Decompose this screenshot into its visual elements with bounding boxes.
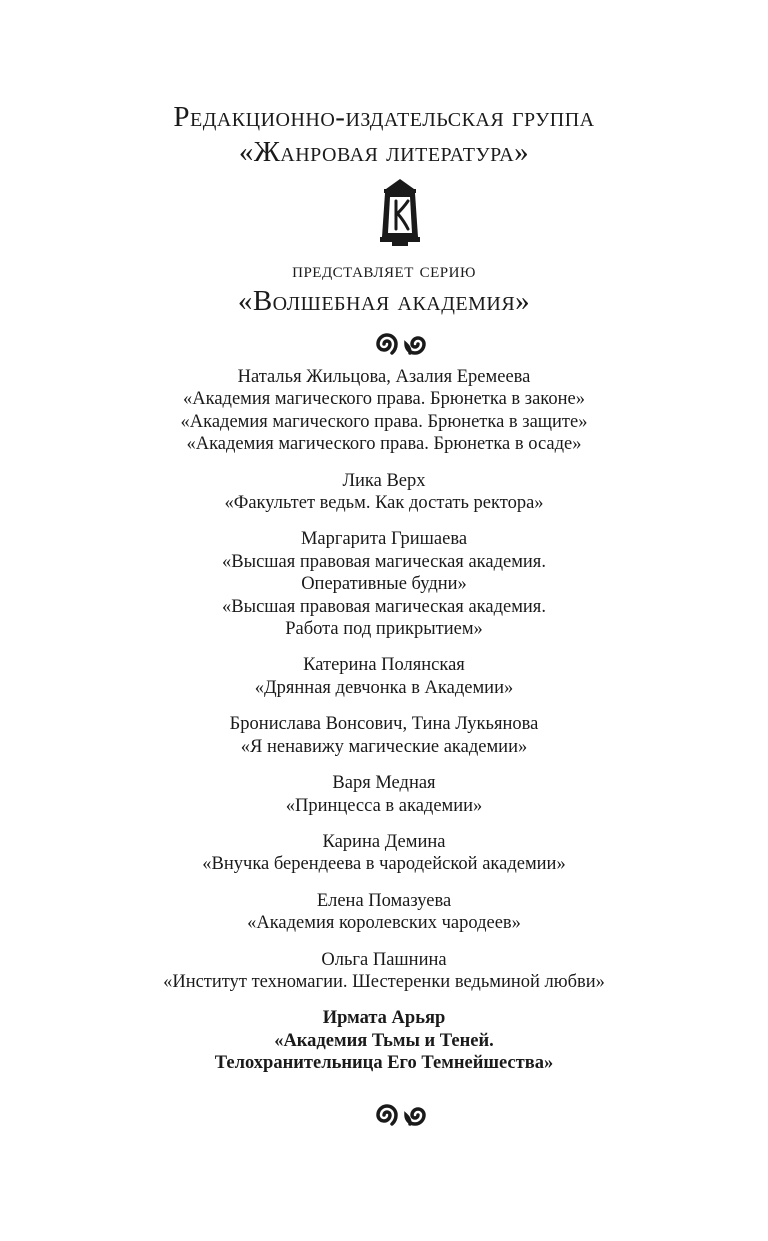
book-title: «Академия магического права. Брюнетка в осаде» <box>186 434 582 455</box>
author-name: Наталья Жильцова, Азалия Еремеева <box>237 367 531 387</box>
book-title: «Академия королевских чародеев» <box>247 913 521 934</box>
author-name: Катерина Полянская <box>303 655 465 676</box>
book-title: Работа под прикрытием» <box>285 619 483 640</box>
book-title: «Академия магического права. Брюнетка в защите» <box>180 411 588 432</box>
book-title: «Академия Тьмы и Теней. <box>274 1030 494 1051</box>
author-name: Маргарита Гришаева <box>300 529 468 550</box>
author-name: Варя Медная <box>332 773 436 794</box>
list-item <box>0 713 768 758</box>
book-title: «Высшая правовая магическая академия. <box>222 551 546 572</box>
book-title: «Дрянная девчонка в Академии» <box>254 677 514 698</box>
double-spiral-ornament-icon <box>369 1101 433 1129</box>
series-name: «Волшебная академия» <box>237 285 531 317</box>
list-item <box>0 831 768 876</box>
book-title: Оперативные будни» <box>301 574 467 595</box>
author-name: Ольга Пашнина <box>321 949 447 970</box>
author-name: Ирмата Арьяр <box>322 1008 446 1029</box>
book-title: «Принцесса в академии» <box>285 795 483 816</box>
list-item <box>0 528 768 640</box>
double-spiral-ornament-icon <box>369 330 433 358</box>
book-title: Телохранительница Его Темнейшества» <box>214 1053 554 1074</box>
book-title: «Факультет ведьм. Как достать ректора» <box>224 493 544 514</box>
author-name: Лика Верх <box>342 470 426 491</box>
book-title: «Институт техномагии. Шестеренки ведьминой любви» <box>163 971 605 992</box>
publisher-line-1: Редакционно-издательская группа <box>173 101 595 133</box>
author-name: Елена Помазуева <box>316 890 452 911</box>
list-item <box>0 470 768 515</box>
book-title: «Я ненавижу магические академии» <box>240 736 528 757</box>
book-title: «Высшая правовая магическая академия. <box>222 596 546 617</box>
list-item <box>0 890 768 935</box>
list-item <box>0 1007 768 1074</box>
publisher-line-2: «Жанровая литература» <box>238 136 530 168</box>
book-title: «Внучка берендеева в чародейской академии» <box>202 854 566 875</box>
list-item <box>0 654 768 699</box>
list-item <box>0 949 768 994</box>
list-item <box>0 772 768 817</box>
author-name: Бронислава Вонсович, Тина Лукьянова <box>229 714 539 735</box>
book-list <box>0 366 768 1089</box>
list-item <box>0 366 768 456</box>
series-intro: представляет серию <box>292 258 476 282</box>
author-name: Карина Демина <box>322 831 446 852</box>
lantern-k-logo-icon <box>374 177 426 247</box>
book-title: «Академия магического права. Брюнетка в законе» <box>183 389 585 410</box>
